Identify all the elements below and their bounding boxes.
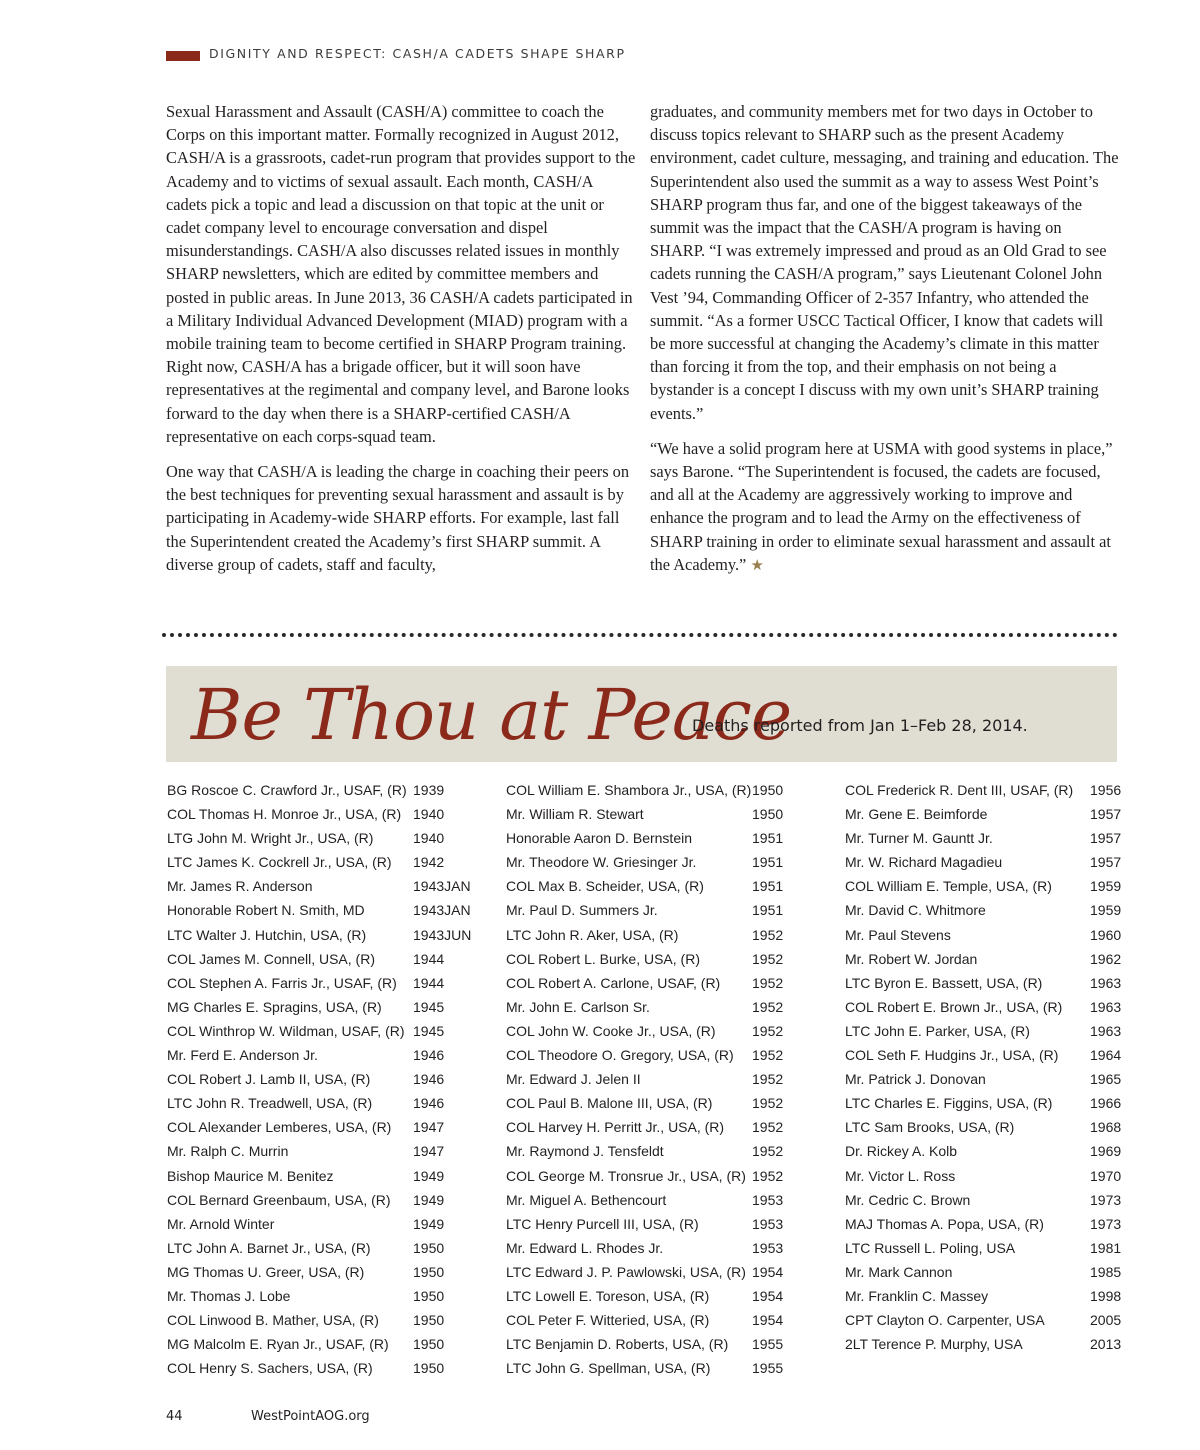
death-entry-name: LTC Sam Brooks, USA, (R)	[845, 1119, 1015, 1136]
death-entry-class-year: 1954	[752, 1263, 784, 1280]
death-entry-class-year: 1950	[413, 1239, 445, 1256]
memorial-subtitle: Deaths reported from Jan 1–Feb 28, 2014.	[692, 716, 1028, 735]
death-entry-name: LTC John R. Treadwell, USA, (R)	[167, 1095, 373, 1112]
death-entry-name: COL Linwood B. Mather, USA, (R)	[167, 1312, 379, 1329]
death-entry-name: COL Alexander Lemberes, USA, (R)	[167, 1119, 392, 1136]
death-entry	[845, 1092, 1155, 1116]
death-entry	[167, 1309, 477, 1333]
death-entry	[845, 779, 1155, 803]
death-entry	[506, 1068, 816, 1092]
death-entry	[167, 1333, 477, 1357]
death-entry-class-year: 1949	[413, 1191, 445, 1208]
death-entry-name: Mr. Paul Stevens	[845, 926, 951, 943]
death-entry-name: CPT Clayton O. Carpenter, USA	[845, 1312, 1045, 1329]
death-entry	[845, 1237, 1155, 1261]
death-entry	[845, 899, 1155, 923]
death-entry	[845, 972, 1155, 996]
death-entry-name: Honorable Aaron D. Bernstein	[506, 830, 692, 847]
death-entry-name: Mr. William R. Stewart	[506, 806, 644, 823]
death-entry-class-year: 1950	[413, 1336, 445, 1353]
footer-site-link[interactable]: WestPointAOG.org	[251, 1409, 370, 1424]
death-entry	[506, 996, 816, 1020]
death-entry	[167, 827, 477, 851]
death-entry	[506, 1261, 816, 1285]
death-entry-name: COL Bernard Greenbaum, USA, (R)	[167, 1191, 391, 1208]
death-entry-class-year: 1955	[752, 1360, 784, 1377]
memorial-banner	[166, 666, 1117, 762]
death-entry-name: COL Harvey H. Perritt Jr., USA, (R)	[506, 1119, 725, 1136]
death-entry	[845, 1116, 1155, 1140]
death-entry-name: Mr. Raymond J. Tensfeldt	[506, 1143, 664, 1160]
death-entry-class-year: 1945	[413, 1022, 445, 1039]
death-entry-name: Mr. W. Richard Magadieu	[845, 854, 1003, 871]
death-entry-class-year: 1946	[413, 1071, 445, 1088]
death-entry	[845, 948, 1155, 972]
death-entry-class-year: 1952	[752, 1047, 784, 1064]
death-entry-class-year: 1940	[413, 806, 445, 823]
death-entry-name: Mr. Victor L. Ross	[845, 1167, 956, 1184]
death-entry-class-year: 1963	[1090, 974, 1122, 991]
death-entry	[845, 1044, 1155, 1068]
death-entry-class-year: 1973	[1090, 1191, 1122, 1208]
death-entry-name: COL Stephen A. Farris Jr., USAF, (R)	[167, 974, 397, 991]
death-entry-class-year: 1966	[1090, 1095, 1122, 1112]
death-entry-class-year: 1951	[752, 854, 784, 871]
death-entry-class-year: 1950	[752, 782, 784, 798]
death-entry-name: LTC Byron E. Bassett, USA, (R)	[845, 974, 1043, 991]
death-entry-class-year: 1952	[752, 1143, 784, 1160]
death-entry-name: Mr. Ralph C. Murrin	[167, 1143, 289, 1160]
death-entry-class-year: 2005	[1090, 1312, 1122, 1329]
death-entry-name: COL Max B. Scheider, USA, (R)	[506, 878, 704, 895]
death-entry-name: Mr. Edward J. Jelen II	[506, 1071, 641, 1088]
death-entry	[167, 1020, 477, 1044]
death-entry	[167, 948, 477, 972]
death-entry-name: COL Robert J. Lamb II, USA, (R)	[167, 1071, 371, 1088]
death-entry-class-year: 1954	[752, 1312, 784, 1329]
death-entry	[506, 899, 816, 923]
death-entry	[845, 803, 1155, 827]
death-entry	[506, 803, 816, 827]
death-entry	[506, 1357, 816, 1381]
death-entry	[167, 1357, 477, 1381]
death-entry-name: LTG John M. Wright Jr., USA, (R)	[167, 830, 374, 847]
article-paragraph	[650, 437, 1120, 578]
death-entry-class-year: 1951	[752, 878, 784, 895]
death-entry-name: Mr. Franklin C. Massey	[845, 1287, 989, 1304]
death-entry-class-year: 1970	[1090, 1167, 1122, 1184]
death-entry-name: COL James M. Connell, USA, (R)	[167, 950, 375, 967]
death-entry	[167, 1116, 477, 1140]
death-entry-name: Mr. Arnold Winter	[167, 1215, 275, 1232]
death-entry-class-year: 1944	[413, 974, 445, 991]
death-entry-class-year: 2013	[1090, 1336, 1122, 1353]
death-entry	[845, 1020, 1155, 1044]
death-entry-name: COL John W. Cooke Jr., USA, (R)	[506, 1022, 716, 1039]
death-entry	[845, 1213, 1155, 1237]
death-entry	[506, 851, 816, 875]
death-entry-class-year: 1965	[1090, 1071, 1122, 1088]
death-entry-class-year: 1968	[1090, 1119, 1122, 1136]
death-entry-class-year: 1951	[752, 830, 784, 847]
death-entry	[167, 875, 477, 899]
death-entry	[845, 1140, 1155, 1164]
death-entry-name: LTC John E. Parker, USA, (R)	[845, 1022, 1030, 1039]
death-entry-name: Mr. Miguel A. Bethencourt	[506, 1191, 667, 1208]
death-entry-name: LTC Benjamin D. Roberts, USA, (R)	[506, 1336, 729, 1353]
death-entry-class-year: 1942	[413, 854, 445, 871]
death-entry	[506, 924, 816, 948]
death-entry-name: COL Seth F. Hudgins Jr., USA, (R)	[845, 1047, 1059, 1064]
death-entry	[167, 924, 477, 948]
death-entry-class-year: 1963	[1090, 998, 1122, 1015]
header-accent-bar	[166, 51, 200, 61]
death-entry-name: Mr. Paul D. Summers Jr.	[506, 902, 658, 919]
death-entry	[506, 779, 816, 803]
death-entry	[506, 1140, 816, 1164]
article-paragraph-text: “We have a solid program here at USMA with good systems in place,” says Barone. “The Superintendent is focused, the cadets are focused, and all at the Academy are aggressively working to improve and enhance the program and to lead the Army on the effectiveness of SHARP training in order to eliminate sexual harassment and assault at the Academy.”	[650, 438, 1113, 574]
death-entry-class-year: 1957	[1090, 830, 1122, 847]
death-entry	[167, 1140, 477, 1164]
death-entry-name: Mr. James R. Anderson	[167, 878, 313, 895]
death-entry-name: LTC Henry Purcell III, USA, (R)	[506, 1215, 699, 1232]
death-entry-class-year: 1952	[752, 1071, 784, 1088]
death-entry-name: LTC Charles E. Figgins, USA, (R)	[845, 1095, 1053, 1112]
death-entry-class-year: 1952	[752, 1022, 784, 1039]
death-entry	[845, 1165, 1155, 1189]
death-entry-class-year: 1943JUN	[413, 926, 472, 943]
death-entry-name: Mr. Ferd E. Anderson Jr.	[167, 1047, 318, 1064]
death-entry-name: Mr. Theodore W. Griesinger Jr.	[506, 854, 697, 871]
death-entry-name: Bishop Maurice M. Benitez	[167, 1167, 334, 1184]
death-entry	[506, 1285, 816, 1309]
death-entry	[506, 1165, 816, 1189]
death-entry	[506, 1189, 816, 1213]
death-entry	[506, 972, 816, 996]
death-entry	[845, 1189, 1155, 1213]
death-entry	[167, 1044, 477, 1068]
article-column-right	[650, 100, 1120, 590]
page-number: 44	[166, 1409, 183, 1424]
death-entry-class-year: 1949	[413, 1215, 445, 1232]
death-entry	[167, 1213, 477, 1237]
death-entry-class-year: 1950	[413, 1360, 445, 1377]
deaths-column-2	[506, 779, 816, 1381]
death-entry-name: MG Malcolm E. Ryan Jr., USAF, (R)	[167, 1336, 389, 1353]
death-entry-class-year: 1944	[413, 950, 445, 967]
death-entry-name: Mr. Robert W. Jordan	[845, 950, 978, 967]
death-entry-name: MG Thomas U. Greer, USA, (R)	[167, 1263, 365, 1280]
death-entry	[506, 1020, 816, 1044]
death-entry-name: 2LT Terence P. Murphy, USA	[845, 1336, 1023, 1353]
death-entry-name: COL Theodore O. Gregory, USA, (R)	[506, 1047, 734, 1064]
death-entry-class-year: 1952	[752, 926, 784, 943]
death-entry-class-year: 1985	[1090, 1263, 1122, 1280]
death-entry-name: LTC John G. Spellman, USA, (R)	[506, 1360, 711, 1377]
death-entry-name: Mr. Thomas J. Lobe	[167, 1287, 291, 1304]
death-entry-name: COL Robert L. Burke, USA, (R)	[506, 950, 700, 967]
death-entry-name: MG Charles E. Spragins, USA, (R)	[167, 998, 382, 1015]
death-entry	[167, 803, 477, 827]
death-entry	[506, 1333, 816, 1357]
death-entry-name: Mr. Turner M. Gauntt Jr.	[845, 830, 993, 847]
article-column-left	[166, 100, 636, 588]
death-entry-class-year: 1951	[752, 902, 784, 919]
death-entry	[506, 1237, 816, 1261]
death-entry	[845, 1333, 1155, 1357]
death-entry-name: Mr. Mark Cannon	[845, 1263, 953, 1280]
death-entry-name: Mr. Edward L. Rhodes Jr.	[506, 1239, 664, 1256]
death-entry	[167, 1285, 477, 1309]
death-entry-name: COL Paul B. Malone III, USA, (R)	[506, 1095, 713, 1112]
death-entry	[845, 851, 1155, 875]
death-entry-name: COL Robert E. Brown Jr., USA, (R)	[845, 998, 1063, 1015]
death-entry-class-year: 1952	[752, 1167, 784, 1184]
death-entry	[167, 779, 477, 803]
death-entry-class-year: 1952	[752, 1095, 784, 1112]
death-entry-name: Mr. Gene E. Beimforde	[845, 806, 988, 823]
death-entry	[506, 1092, 816, 1116]
death-entry-name: Dr. Rickey A. Kolb	[845, 1143, 958, 1160]
death-entry-name: COL Robert A. Carlone, USAF, (R)	[506, 974, 721, 991]
article-paragraph: graduates, and community members met for two days in October to discuss topics relevant to SHARP such as the present Academy environment, cadet culture, messaging, and training and education. The Superintendent also used the summit as a way to assess West Point’s SHARP program thus far, and one of the biggest takeaways of the summit was the impact that the CASH/A program is having on SHARP. “I was extremely impressed and proud as an Old Grad to see cadets running the CASH/A program,” says Lieutenant Colonel John Vest ’94, Commanding Officer of 2-357 Infantry, who attended the summit. “As a former USCC Tactical Officer, I know that cadets will be more successful at changing the Academy’s climate in this matter than forcing it from the top, and their emphasis on not being a bystander is a concept I discuss with my own unit’s SHARP training events.”	[650, 102, 1119, 423]
death-entry-class-year: 1953	[752, 1215, 784, 1232]
death-entry-class-year: 1963	[1090, 1022, 1122, 1039]
death-entry	[167, 972, 477, 996]
memorial-title: Be Thou at Peace	[191, 674, 792, 756]
death-entry-class-year: 1943JAN	[413, 878, 471, 895]
article-paragraph: One way that CASH/A is leading the charge in coaching their peers on the best techniques for preventing sexual harassment and assault is by participating in Academy-wide SHARP efforts. For example, last fall the Superintendent created the Academy’s first SHARP summit. A diverse group of cadets, staff and faculty,	[166, 462, 630, 574]
death-entry-class-year: 1952	[752, 998, 784, 1015]
death-entry-class-year: 1957	[1090, 806, 1122, 823]
death-entry	[506, 1116, 816, 1140]
death-entry	[845, 1285, 1155, 1309]
deaths-column-3	[845, 779, 1155, 1357]
death-entry	[845, 1309, 1155, 1333]
death-entry-class-year: 1973	[1090, 1215, 1122, 1232]
death-entry	[167, 1261, 477, 1285]
death-entry-class-year: 1952	[752, 974, 784, 991]
death-entry-class-year: 1969	[1090, 1143, 1122, 1160]
death-entry-class-year: 1950	[413, 1263, 445, 1280]
death-entry-class-year: 1943JAN	[413, 902, 471, 919]
death-entry-name: Mr. John E. Carlson Sr.	[506, 998, 650, 1015]
death-entry-class-year: 1939	[413, 782, 445, 798]
dotted-divider	[162, 633, 1118, 637]
death-entry-class-year: 1953	[752, 1191, 784, 1208]
death-entry-name: COL Thomas H. Monroe Jr., USA, (R)	[167, 806, 402, 823]
death-entry-name: COL William E. Temple, USA, (R)	[845, 878, 1052, 895]
death-entry-class-year: 1950	[413, 1312, 445, 1329]
death-entry-name: Mr. David C. Whitmore	[845, 902, 986, 919]
death-entry	[845, 1068, 1155, 1092]
death-entry	[167, 851, 477, 875]
death-entry	[506, 1044, 816, 1068]
death-entry-name: MAJ Thomas A. Popa, USA, (R)	[845, 1215, 1044, 1232]
death-entry-class-year: 1945	[413, 998, 445, 1015]
death-entry-name: LTC James K. Cockrell Jr., USA, (R)	[167, 854, 392, 871]
death-entry-class-year: 1959	[1090, 878, 1122, 895]
death-entry-name: LTC Walter J. Hutchin, USA, (R)	[167, 926, 367, 943]
death-entry-name: BG Roscoe C. Crawford Jr., USAF, (R)	[167, 782, 407, 798]
running-header: DIGNITY AND RESPECT: CASH/A CADETS SHAPE SHARP	[209, 46, 626, 61]
death-entry	[845, 1261, 1155, 1285]
death-entry	[167, 1237, 477, 1261]
death-entry-class-year: 1956	[1090, 782, 1122, 798]
death-entry	[167, 1165, 477, 1189]
death-entry-class-year: 1947	[413, 1143, 445, 1160]
death-entry-name: COL Peter F. Witteried, USA, (R)	[506, 1312, 710, 1329]
death-entry-class-year: 1960	[1090, 926, 1122, 943]
death-entry-name: LTC John R. Aker, USA, (R)	[506, 926, 679, 943]
death-entry-class-year: 1940	[413, 830, 445, 847]
death-entry-name: COL Henry S. Sachers, USA, (R)	[167, 1360, 373, 1377]
death-entry	[167, 1092, 477, 1116]
death-entry-class-year: 1952	[752, 1119, 784, 1136]
death-entry-class-year: 1946	[413, 1047, 445, 1064]
death-entry	[167, 899, 477, 923]
death-entry-name: COL William E. Shambora Jr., USA, (R)	[506, 782, 752, 798]
article-paragraph: Sexual Harassment and Assault (CASH/A) committee to coach the Corps on this important matter. Formally recognized in August 2012, CASH/A is a grassroots, cadet-run program that provides support to the Academy and to victims of sexual assault. Each month, CASH/A cadets pick a topic and lead a discussion on that topic at the unit or cadet company level to encourage conversation and dispel misunderstandings. CASH/A also discusses related issues in monthly SHARP newsletters, which are edited by committee members and posted in public areas. In June 2013, 36 CASH/A cadets participated in a Military Individual Advanced Development (MIAD) program with a mobile training team to become certified in SHARP Program training. Right now, CASH/A has a brigade officer, but it will soon have representatives at the regimental and company level, and Barone looks forward to the day when there is a SHARP-certified CASH/A representative on each corps-squad team.	[166, 102, 636, 446]
death-entry	[506, 827, 816, 851]
death-entry-name: COL George M. Tronsrue Jr., USA, (R)	[506, 1167, 746, 1184]
death-entry	[167, 996, 477, 1020]
death-entry-name: LTC Edward J. P. Pawlowski, USA, (R)	[506, 1263, 746, 1280]
death-entry	[845, 924, 1155, 948]
death-entry-name: Mr. Patrick J. Donovan	[845, 1071, 986, 1088]
death-entry-class-year: 1954	[752, 1287, 784, 1304]
death-entry-class-year: 1949	[413, 1167, 445, 1184]
death-entry	[167, 1068, 477, 1092]
death-entry-name: Mr. Cedric C. Brown	[845, 1191, 971, 1208]
death-entry-class-year: 1998	[1090, 1287, 1122, 1304]
death-entry-name: Honorable Robert N. Smith, MD	[167, 902, 365, 919]
death-entry-name: LTC John A. Barnet Jr., USA, (R)	[167, 1239, 371, 1256]
death-entry-name: COL Winthrop W. Wildman, USAF, (R)	[167, 1022, 405, 1039]
death-entry-name: COL Frederick R. Dent III, USAF, (R)	[845, 782, 1074, 798]
death-entry-class-year: 1955	[752, 1336, 784, 1353]
death-entry	[506, 1309, 816, 1333]
death-entry	[845, 827, 1155, 851]
death-entry-class-year: 1950	[413, 1287, 445, 1304]
death-entry	[167, 1189, 477, 1213]
death-entry-class-year: 1964	[1090, 1047, 1122, 1064]
death-entry	[506, 875, 816, 899]
death-entry-class-year: 1953	[752, 1239, 784, 1256]
death-entry	[845, 996, 1155, 1020]
death-entry	[506, 948, 816, 972]
death-entry-class-year: 1952	[752, 950, 784, 967]
death-entry-class-year: 1981	[1090, 1239, 1122, 1256]
death-entry-name: LTC Russell L. Poling, USA	[845, 1239, 1016, 1256]
death-entry-name: LTC Lowell E. Toreson, USA, (R)	[506, 1287, 710, 1304]
death-entry-class-year: 1959	[1090, 902, 1122, 919]
death-entry-class-year: 1947	[413, 1119, 445, 1136]
death-entry	[506, 1213, 816, 1237]
death-entry	[845, 875, 1155, 899]
death-entry-class-year: 1946	[413, 1095, 445, 1112]
death-entry-class-year: 1950	[752, 806, 784, 823]
death-entry-class-year: 1962	[1090, 950, 1122, 967]
star-icon: ★	[750, 557, 764, 574]
deaths-column-1	[167, 779, 477, 1381]
death-entry-class-year: 1957	[1090, 854, 1122, 871]
